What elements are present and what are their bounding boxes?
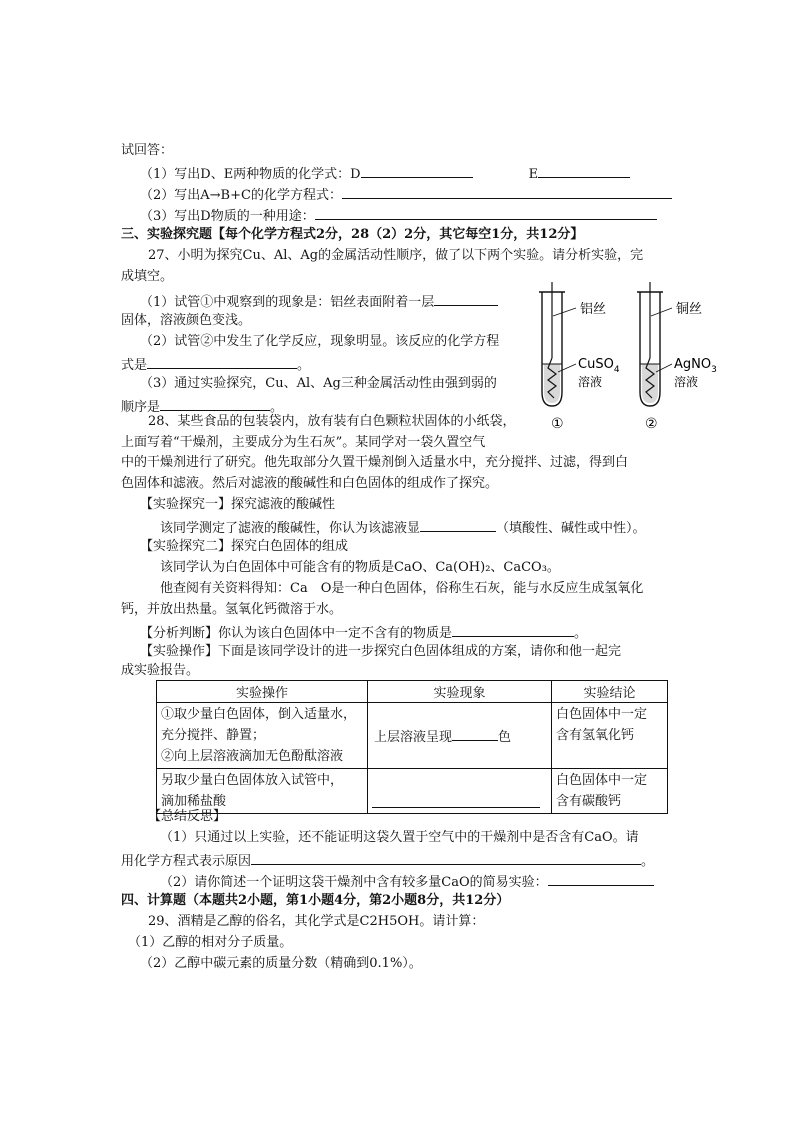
table-cell-conclusion [552, 769, 668, 814]
cell-line: ②向上层溶液滴加无色酚酞溶液 [161, 749, 344, 764]
cell-line: ①取少量白色固体，倒入适量水， [161, 707, 357, 722]
q27-p1-text: （1）试管①中观察到的现象是：铝丝表面附着一层 [140, 295, 435, 310]
q27-p2: （2）试管②中发生了化学反应，现象明显。该反应的化学方程 [140, 334, 500, 349]
exp2-line1: 该同学认为白色固体中可能含有的物质是CaO、Ca(OH)₂、CaCO₃。 [160, 560, 560, 575]
table-cell-observation [368, 769, 552, 814]
analysis-text: 【分析判断】你认为该白色固体中一定不含有的物质是 [140, 626, 453, 641]
cell-line: 含有氢氧化钙 [556, 728, 635, 743]
intro-text: 试回答： [121, 143, 174, 158]
q27-p3-end: 。 [270, 400, 284, 415]
q27-p2-line2 [121, 355, 310, 374]
answer-blank-observation[interactable] [372, 794, 540, 808]
cell-line: 含有碳酸钙 [556, 794, 622, 809]
cell-line: 充分搅拌、静置； [161, 728, 266, 743]
table-cell-operation [157, 769, 368, 814]
table-header: 实验现象 [368, 681, 552, 703]
table-header: 实验结论 [552, 681, 668, 703]
q-top-1 [140, 164, 630, 183]
test-tube-1 [539, 282, 576, 406]
answer-blank-27-3[interactable] [160, 397, 270, 411]
q-top-2 [140, 185, 672, 204]
q27-line1: 27、小明为探究Cu、Al、Ag的金属活动性顺序，做了以下两个实验。请分析实验，完 [148, 248, 644, 263]
cell-line: 滴加稀盐酸 [161, 794, 227, 809]
reflection-r1-text: 用化学方程式表示原因 [121, 854, 252, 869]
q27-p2-end: 。 [297, 358, 311, 373]
table-header-row [157, 681, 668, 703]
answer-blank-acidity[interactable] [420, 518, 496, 532]
reflection-r2 [160, 872, 654, 891]
answer-blank-27-2[interactable] [147, 355, 297, 369]
tube2-wire-label: 铜丝 [676, 302, 703, 317]
tube1-solution-label [578, 357, 620, 375]
operation-line1: 【实验操作】下面是该同学设计的进一步探究白色固体组成的方案，请你和他一起完 [140, 644, 622, 659]
test-tube-2 [637, 282, 672, 406]
tube1-solution-subscript: 4 [613, 365, 620, 375]
table-cell-operation [157, 703, 368, 769]
section4-title: 四、计算题（本题共2小题，第1小题4分，第2小题8分，共12分） [121, 893, 510, 908]
tube2-solution-label [674, 357, 717, 375]
table-row [157, 703, 668, 769]
tube1-number: ① [551, 416, 564, 432]
table-header: 实验操作 [157, 681, 368, 703]
q27-p3-text: 顺序是 [121, 400, 161, 415]
reflection-r2-text: （2）请你简述一个证明这袋干燥剂中含有较多量CaO的简易实验： [160, 875, 548, 890]
q28-line4: 色固体和滤液。然后对滤液的酸碱性和白色固体的组成作了探究。 [121, 476, 499, 491]
q27-p2-text: 式是 [121, 358, 148, 373]
q29-p2: （2）乙醇中碳元素的质量分数（精确到0.1%）。 [140, 956, 422, 971]
operation-line2: 成实验报告。 [121, 663, 200, 678]
analysis [140, 623, 587, 642]
q28-line3: 中的干燥剂进行了研究。他先取部分久置干燥剂倒入适量水中，充分搅拌、过滤，得到白 [121, 455, 629, 470]
exp1-question [160, 518, 646, 537]
cell-line: 白色固体中一定 [556, 773, 648, 788]
table-cell-conclusion [552, 703, 668, 769]
answer-blank-27-1[interactable] [434, 292, 498, 306]
reflection-r1-end: 。 [641, 854, 655, 869]
exp1-title: 【实验探究一】探究滤液的酸碱性 [140, 497, 336, 512]
table-row [157, 769, 668, 814]
answer-blank-reason[interactable] [251, 851, 641, 865]
q-top-3 [140, 206, 657, 225]
reflection-title: 【总结反思】 [148, 809, 227, 824]
exp2-title: 【实验探究二】探究白色固体的组成 [140, 539, 349, 554]
q27-p1 [140, 292, 498, 311]
q29-line1: 29、酒精是乙醇的俗名，其化学式是C2H5OH。请计算： [148, 914, 485, 929]
answer-blank-color[interactable] [452, 727, 498, 741]
reflection-r1-line2 [121, 851, 654, 870]
q28-line1: 28、某些食品的包装袋内，放有装有白色颗粒状固体的小纸袋， [148, 414, 516, 429]
reflection-r1-line1: （1）只通过以上实验，还不能证明这袋久置于空气中的干燥剂中是否含有CaO。请 [160, 830, 639, 845]
observation-text: 上层溶液呈现 [374, 730, 453, 745]
q-top-1-e-label: E [528, 167, 539, 182]
answer-blank-analysis[interactable] [452, 623, 574, 637]
q28-line2: 上面写着“干燥剂，主要成分为生石灰”。某同学对一袋久置空气 [121, 435, 486, 450]
answer-blank-equation[interactable] [342, 185, 672, 199]
experiment-table [156, 680, 668, 814]
tube2-solution-formula: AgNO [674, 357, 712, 372]
answer-blank-d[interactable] [361, 164, 473, 178]
tube1-liquid-label: 溶液 [578, 375, 603, 389]
q-top-3-text: （3）写出D物质的一种用途： [140, 209, 315, 224]
q-top-1-text: （1）写出D、E两种物质的化学式：D [140, 167, 361, 182]
cell-line: 白色固体中一定 [556, 707, 648, 722]
tube2-liquid-label: 溶液 [674, 375, 699, 389]
answer-blank-use[interactable] [315, 206, 657, 220]
tube2-solution-subscript: 3 [711, 365, 717, 375]
q29-p1: （1）乙醇的相对分子质量。 [128, 935, 293, 950]
q27-p1b: 固体，溶液颜色变浅。 [121, 313, 252, 328]
tube1-wire-label: 铝丝 [580, 302, 607, 317]
section3-title: 三、实验探究题【每个化学方程式2分，28（2）2分，其它每空1分，共12分】 [121, 227, 584, 242]
cell-line: 另取少量白色固体放入试管中， [161, 773, 344, 788]
observation-suffix: 色 [498, 730, 512, 745]
tube1-solution-formula: CuSO [578, 357, 614, 372]
q27-p3: （3）通过实验探究，Cu、Al、Ag三种金属活动性由强到弱的 [140, 376, 497, 391]
exp2-line2: 他查阅有关资料得知：Ca O是一种白色固体，俗称生石灰，能与水反应生成氢氧化 [160, 581, 644, 596]
q27-line2: 成填空。 [121, 269, 174, 284]
table-cell-observation [368, 703, 552, 769]
test-tube-figure [528, 282, 728, 438]
q-top-2-text: （2）写出A→B+C的化学方程式： [140, 188, 342, 203]
exp1-text: 该同学测定了滤液的酸碱性，你认为该滤液显 [160, 521, 421, 536]
answer-blank-e[interactable] [538, 164, 630, 178]
exp2-line3: 钙，并放出热量。氢氧化钙微溶于水。 [121, 602, 343, 617]
exp1-hint: （填酸性、碱性或中性）。 [496, 521, 646, 536]
analysis-end: 。 [574, 626, 588, 641]
tube2-number: ② [645, 416, 658, 432]
answer-blank-experiment[interactable] [548, 872, 654, 886]
